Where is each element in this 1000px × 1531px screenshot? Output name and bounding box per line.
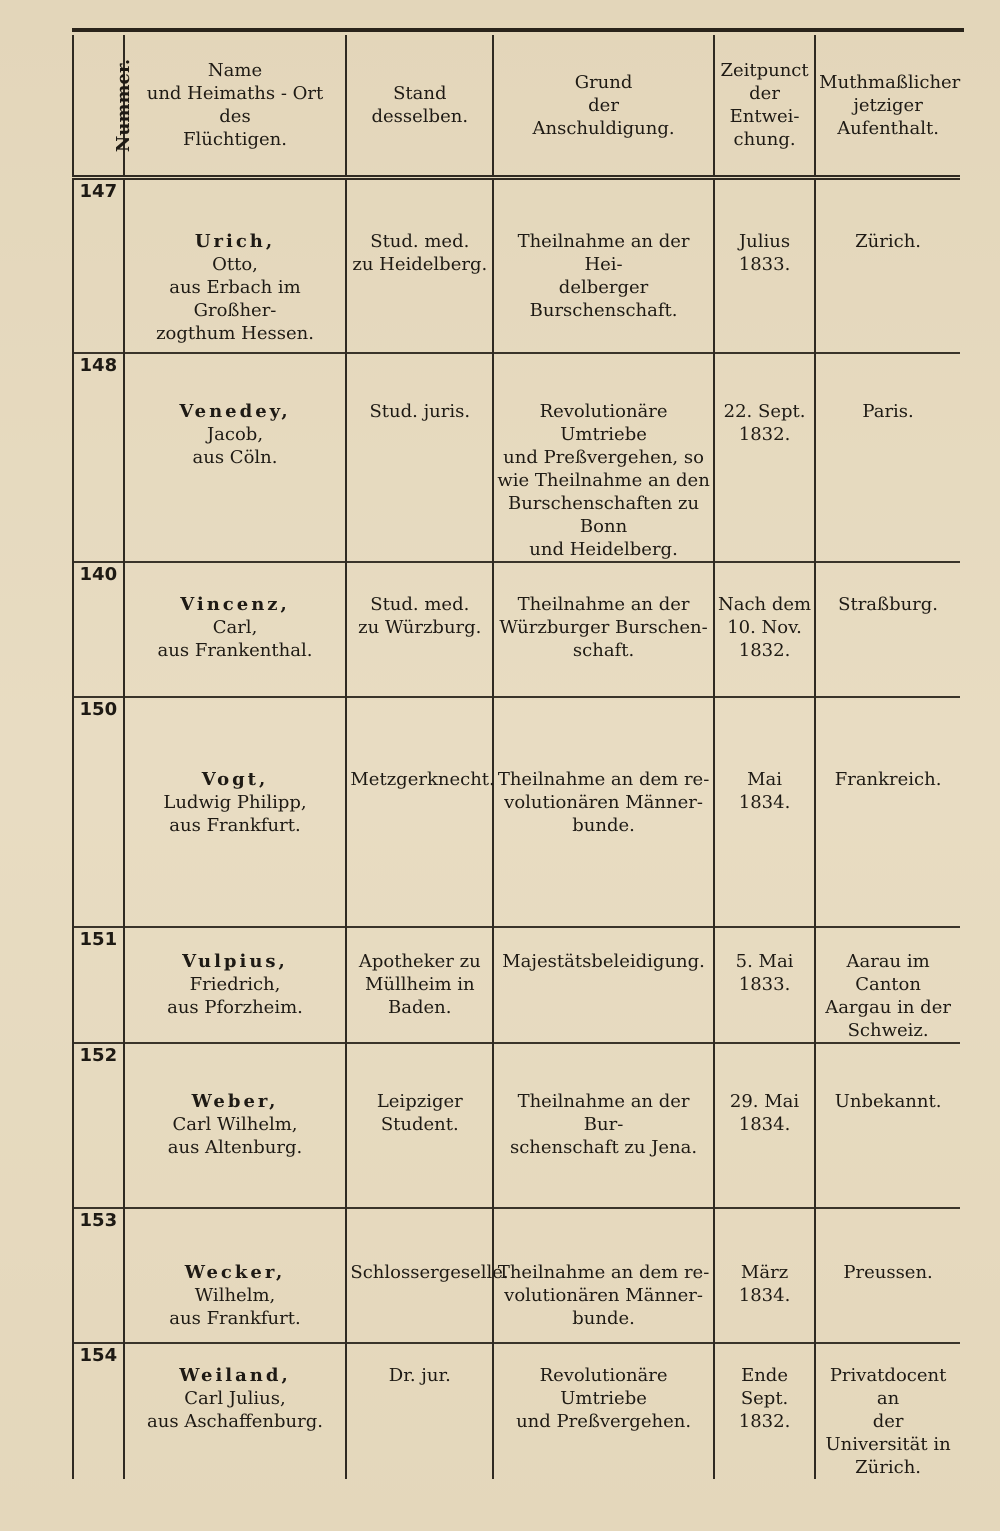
grund-cell-line: bunde. bbox=[572, 1307, 635, 1329]
zeitpunct-cell-line: 5. Mai bbox=[735, 950, 794, 972]
zeitpunct-cell-line: Ende Sept. bbox=[740, 1364, 789, 1409]
grund-cell-line: volutionären Männer- bbox=[504, 791, 703, 813]
grund-cell-line: Majestätsbeleidigung. bbox=[502, 950, 705, 972]
grund-cell-line: Theilnahme an dem re- bbox=[497, 1261, 710, 1283]
fugitive-name-cell-line: Carl, bbox=[212, 616, 258, 638]
zeitpunct-cell bbox=[714, 562, 815, 697]
fugitive-name-cell-line: aus Pforzheim. bbox=[167, 996, 303, 1018]
zeitpunct-cell-line: 1834. bbox=[738, 1113, 791, 1135]
grund-cell bbox=[493, 697, 714, 927]
grund-cell bbox=[493, 353, 714, 562]
grund-cell bbox=[493, 1043, 714, 1208]
zeitpunct-cell-line: 1833. bbox=[738, 254, 791, 275]
fugitive-name-cell bbox=[124, 353, 347, 562]
entry-number: 151 bbox=[73, 927, 124, 1043]
stand-cell-line: Leipziger bbox=[376, 1090, 463, 1112]
stand-cell-line: Schlossergeselle. bbox=[350, 1261, 509, 1283]
fugitive-name-cell bbox=[124, 1043, 347, 1208]
zeitpunct-cell bbox=[714, 697, 815, 927]
table-row bbox=[73, 927, 960, 1043]
zeitpunct-cell-line: März bbox=[740, 1261, 789, 1283]
zeitpunct-cell-line: 1832. bbox=[738, 423, 791, 445]
aufenthalt-cell-line: der Universität in bbox=[825, 1410, 951, 1455]
aufenthalt-cell-line: Aarau im Canton bbox=[846, 950, 930, 995]
table-row bbox=[73, 178, 960, 353]
entry-number: 140 bbox=[73, 562, 124, 697]
grund-cell-line: Theilnahme an der bbox=[517, 593, 690, 615]
stand-cell-line: Baden. bbox=[388, 996, 452, 1018]
header-name: Name und Heimaths - Ort des Flüchtigen. bbox=[124, 35, 347, 178]
grund-cell bbox=[493, 1343, 714, 1479]
table-row bbox=[73, 1343, 960, 1479]
entry-number: 147 bbox=[73, 178, 124, 353]
grund-cell-line: Theilnahme an der Bur- bbox=[517, 1090, 690, 1135]
stand-cell bbox=[346, 1343, 493, 1479]
fugitive-name-cell-line: aus Altenburg. bbox=[167, 1136, 303, 1158]
zeitpunct-cell-line: Mai bbox=[747, 768, 782, 790]
grund-cell-line: und Preßvergehen, so bbox=[503, 446, 704, 468]
grund-cell-line: Theilnahme an der Hei- bbox=[517, 231, 690, 275]
aufenthalt-cell bbox=[815, 562, 960, 697]
grund-cell bbox=[493, 1208, 714, 1343]
header-stand: Stand desselben. bbox=[346, 35, 493, 178]
fugitive-name-cell-line: Urich, bbox=[194, 231, 276, 252]
stand-cell-line: zu Heidelberg. bbox=[352, 254, 488, 275]
fugitive-name-cell-line: Weiland, bbox=[179, 1364, 291, 1386]
fugitive-name-cell-line: Otto, bbox=[212, 254, 258, 275]
top-rule bbox=[72, 28, 964, 32]
grund-cell bbox=[493, 927, 714, 1043]
stand-cell bbox=[346, 1208, 509, 1343]
fugitive-name-cell-line: Friedrich, bbox=[189, 973, 281, 995]
register-body bbox=[73, 178, 960, 1479]
stand-cell bbox=[346, 178, 493, 353]
fugitive-name-cell-line: Wecker, bbox=[184, 1261, 286, 1283]
fugitive-name-cell-line: aus Aschaffenburg. bbox=[147, 1410, 323, 1432]
aufenthalt-cell-line: Unbekannt. bbox=[834, 1090, 942, 1112]
aufenthalt-cell bbox=[815, 178, 960, 353]
header-zeitpunct: Zeitpunct der Entwei- chung. bbox=[714, 35, 815, 178]
aufenthalt-cell-line: Straßburg. bbox=[838, 593, 939, 615]
zeitpunct-cell-line: Nach dem bbox=[717, 593, 812, 615]
aufenthalt-cell-line: Aargau in der bbox=[825, 996, 951, 1018]
zeitpunct-cell bbox=[714, 353, 815, 562]
stand-cell bbox=[346, 353, 493, 562]
grund-cell-line: Revolutionäre Umtriebe bbox=[539, 1364, 668, 1409]
fugitive-name-cell-line: Carl Julius, bbox=[184, 1387, 286, 1409]
stand-cell bbox=[346, 562, 493, 697]
table-row bbox=[73, 1208, 960, 1343]
fugitive-name-cell-line: aus Cöln. bbox=[192, 446, 278, 468]
zeitpunct-cell-line: 1834. bbox=[738, 1284, 791, 1306]
header-row bbox=[73, 35, 960, 178]
stand-cell-line: Stud. juris. bbox=[369, 400, 471, 422]
fugitive-name-cell-line: aus Frankfurt. bbox=[169, 814, 301, 836]
aufenthalt-cell-line: Schweiz. bbox=[847, 1019, 929, 1041]
stand-cell-line: Müllheim in bbox=[364, 973, 475, 995]
table-row bbox=[73, 1043, 960, 1208]
stand-cell-line: Stud. med. bbox=[370, 593, 470, 615]
aufenthalt-cell-line: Privatdocent an bbox=[829, 1364, 947, 1409]
fugitive-name-cell-line: aus Frankenthal. bbox=[157, 639, 313, 661]
fugitive-name-cell-line: Vulpius, bbox=[182, 950, 288, 972]
stand-cell bbox=[346, 697, 493, 927]
fugitive-name-cell-line: Jacob, bbox=[206, 423, 264, 445]
zeitpunct-cell-line: 1832. bbox=[738, 639, 791, 661]
grund-cell-line: Burschenschaften zu Bonn bbox=[507, 492, 700, 537]
grund-cell-line: Würzburger Burschen- bbox=[499, 616, 708, 638]
fugitive-name-cell-line: Carl Wilhelm, bbox=[172, 1113, 298, 1135]
grund-cell-line: schaft. bbox=[572, 639, 635, 661]
aufenthalt-cell bbox=[815, 1343, 960, 1479]
stand-cell-line: zu Würzburg. bbox=[358, 616, 482, 638]
zeitpunct-cell bbox=[714, 1343, 815, 1479]
fugitive-name-cell bbox=[124, 1208, 347, 1343]
table-row bbox=[73, 562, 960, 697]
zeitpunct-cell-line: 22. Sept. bbox=[723, 400, 806, 422]
entry-number: 152 bbox=[73, 1043, 124, 1208]
grund-cell-line: Revolutionäre Umtriebe bbox=[539, 400, 668, 445]
stand-cell-line: Dr. jur. bbox=[388, 1364, 451, 1386]
aufenthalt-cell-line: Zürich. bbox=[855, 1456, 922, 1478]
fugitive-name-cell-line: Weber, bbox=[191, 1090, 279, 1112]
table-row bbox=[73, 697, 960, 927]
zeitpunct-cell-line: 1834. bbox=[738, 791, 791, 813]
aufenthalt-cell-line: Frankreich. bbox=[834, 768, 942, 790]
zeitpunct-cell bbox=[714, 927, 815, 1043]
stand-cell-line: Metzgerknecht. bbox=[350, 768, 495, 790]
fugitive-name-cell-line: aus Frankfurt. bbox=[169, 1307, 301, 1329]
entry-number: 153 bbox=[73, 1208, 124, 1343]
table-row bbox=[73, 353, 960, 562]
grund-cell-line: schenschaft zu Jena. bbox=[509, 1136, 698, 1158]
stand-cell-line: Apotheker zu bbox=[358, 950, 481, 972]
grund-cell-line: und Preßvergehen. bbox=[516, 1410, 692, 1432]
aufenthalt-cell bbox=[815, 1043, 960, 1208]
zeitpunct-cell-line: 10. Nov. bbox=[727, 616, 802, 638]
stand-cell-line: Student. bbox=[380, 1113, 459, 1135]
zeitpunct-cell-line: 1832. bbox=[738, 1410, 791, 1432]
grund-cell-line: delberger Burschenschaft. bbox=[529, 277, 678, 321]
fugitives-register-table bbox=[72, 35, 960, 1479]
grund-cell bbox=[493, 178, 714, 353]
fugitive-name-cell-line: Vincenz, bbox=[180, 593, 290, 615]
grund-cell-line: wie Theilnahme an den bbox=[497, 469, 710, 491]
grund-cell-line: volutionären Männer- bbox=[504, 1284, 703, 1306]
fugitive-name-cell-line: Wilhelm, bbox=[194, 1284, 276, 1306]
fugitive-name-cell bbox=[124, 1343, 347, 1479]
fugitive-name-cell bbox=[124, 562, 347, 697]
fugitive-name-cell-line: Vogt, bbox=[201, 768, 269, 790]
grund-cell bbox=[493, 562, 714, 697]
entry-number: 154 bbox=[73, 1343, 124, 1479]
aufenthalt-cell bbox=[815, 697, 960, 927]
aufenthalt-cell bbox=[815, 927, 960, 1043]
aufenthalt-cell bbox=[815, 1208, 960, 1343]
header-grund: Grund der Anschuldigung. bbox=[493, 35, 714, 178]
fugitive-name-cell-line: zogthum Hessen. bbox=[156, 323, 314, 344]
fugitive-name-cell-line: Ludwig Philipp, bbox=[163, 791, 307, 813]
zeitpunct-cell-line: Julius bbox=[738, 231, 791, 252]
entry-number: 148 bbox=[73, 353, 124, 562]
fugitive-name-cell bbox=[124, 927, 347, 1043]
aufenthalt-cell bbox=[815, 353, 960, 562]
grund-cell-line: und Heidelberg. bbox=[529, 538, 678, 560]
aufenthalt-cell-line: Zürich. bbox=[855, 231, 922, 252]
fugitive-name-cell-line: aus Erbach im Großher- bbox=[169, 277, 301, 321]
stand-cell-line: Stud. med. bbox=[370, 231, 470, 252]
fugitive-name-cell bbox=[124, 697, 347, 927]
header-nummer: Nummer. bbox=[73, 35, 124, 178]
fugitive-name-cell-line: Venedey, bbox=[179, 400, 291, 422]
stand-cell bbox=[346, 1043, 493, 1208]
grund-cell-line: Theilnahme an dem re- bbox=[497, 768, 710, 790]
zeitpunct-cell bbox=[714, 1043, 815, 1208]
fugitive-name-cell bbox=[124, 178, 347, 353]
header-aufenthalt: Muthmaßlicher jetziger Aufenthalt. bbox=[815, 35, 960, 178]
zeitpunct-cell-line: 29. Mai bbox=[729, 1090, 800, 1112]
zeitpunct-cell-line: 1833. bbox=[738, 973, 791, 995]
aufenthalt-cell-line: Preussen. bbox=[843, 1261, 933, 1283]
grund-cell-line: bunde. bbox=[572, 814, 635, 836]
entry-number: 150 bbox=[73, 697, 124, 927]
zeitpunct-cell bbox=[714, 178, 815, 353]
aufenthalt-cell-line: Paris. bbox=[862, 400, 914, 422]
zeitpunct-cell bbox=[714, 1208, 815, 1343]
stand-cell bbox=[346, 927, 493, 1043]
